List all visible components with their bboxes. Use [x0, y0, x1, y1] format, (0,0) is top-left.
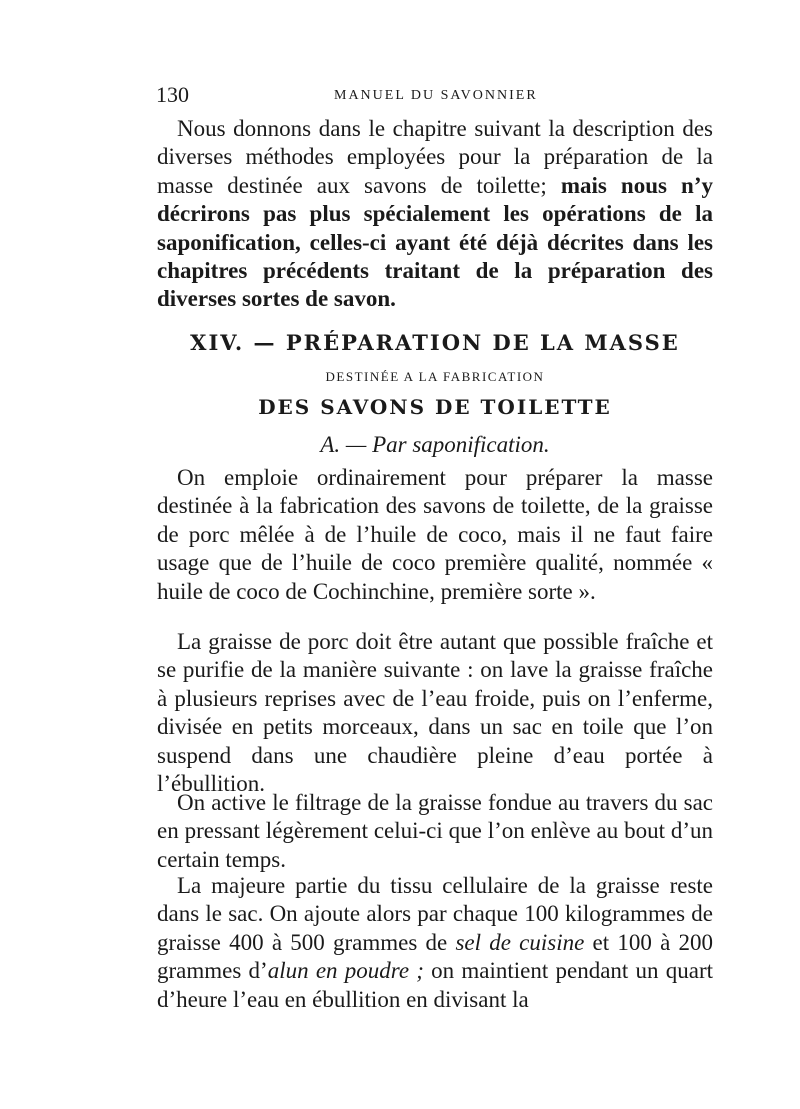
chapter-title: DES SAVONS DE TOILETTE [258, 395, 612, 419]
chapter-subheading: DESTINÉE A LA FABRICATION [325, 369, 545, 384]
paragraph-4-text-e: on maintient pendant un quart d’heure l’eau en ébullition en divisant la [157, 958, 714, 1012]
chapter-heading: XIV. — PRÉPARATION DE LA MASSE [190, 330, 680, 355]
paragraph-4-text-c: et 100 à 200 grammes d’ [157, 929, 713, 984]
intro-paragraph [157, 115, 713, 314]
paragraph-4-alun-en-poudre: alun en poudre ; [267, 958, 424, 984]
running-title: MANUEL DU SAVONNIER [334, 88, 538, 103]
page-header [156, 82, 716, 112]
intro-text-a: Nous donnons dans le chapitre suivant la description des diverses méthodes employées pour la préparation de la masse destinée aux savons de toilette; [157, 116, 713, 198]
paragraph-2: La graisse de porc doit être autant que possible fraîche et se purifie de la manière suivante : on lave la graisse fraîche à plusieurs reprises avec de l’eau froide, puis on l’enferme, divisée en petits morceaux, dans un sac en toile que l’on suspend dans une chaudière pleine d’eau portée à l’ébullition. [157, 629, 713, 797]
paragraph-3: On active le filtrage de la graisse fondue au travers du sac en pressant légèrement celui-ci que l’on enlève au bout d’un certain temps. [157, 790, 713, 872]
paragraph-4 [157, 872, 713, 1014]
paragraph-1: On emploie ordinairement pour préparer la masse destinée à la fabrication des savons de toilette, de la graisse de porc mêlée à de l’huile de coco, mais il ne faut faire usage que de l’huile de coco première qualité, nommée « huile de coco de Cochinchine, première sorte ». [157, 465, 713, 604]
intro-text-b: mais nous n’y décrirons pas plus spécialement les opérations de la saponification, celles-ci ayant été déjà décrites dans les chapitres précédents traitant de la préparation des diverses sortes de savon. [157, 172, 713, 312]
page-number: 130 [156, 82, 189, 107]
paragraph-4-sel-de-cuisine: sel de cuisine [455, 929, 585, 955]
section-heading: A. — Par saponification. [320, 432, 550, 457]
paragraph-4-text-a: La majeure partie du tissu cellulaire de la graisse reste dans le sac. On ajoute alors par chaque 100 kilogrammes de graisse 400 à 500 grammes de [157, 873, 713, 955]
